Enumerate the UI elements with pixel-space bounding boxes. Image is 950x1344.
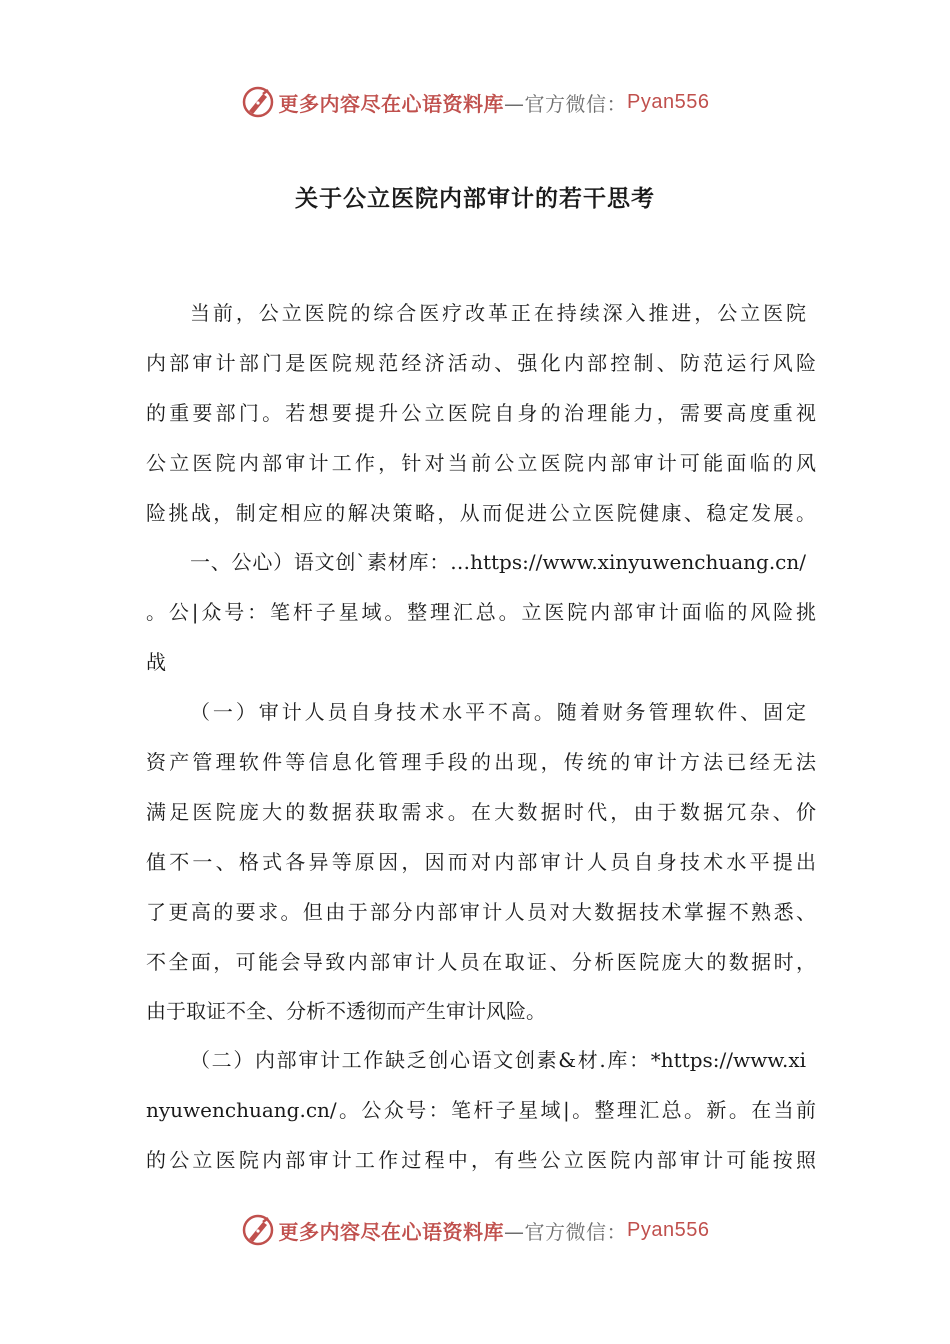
banner-site-name: 更多内容尽在心语资料库 bbox=[278, 91, 505, 116]
body-line: nyuwenchuang.cn/。公众号：笔杆子星域|。整理汇总。新。在当前 bbox=[146, 1098, 816, 1122]
pen-nib-logo-icon bbox=[241, 1213, 275, 1247]
body-line: （二）内部审计工作缺乏创心语文创素&材.库：*https://www.xi bbox=[190, 1048, 806, 1072]
body-line: 当前，公立医院的综合医疗改革正在持续深入推进，公立医院 bbox=[190, 301, 806, 325]
body-line: 资产管理软件等信息化管理手段的出现，传统的审计方法已经无法 bbox=[146, 750, 816, 774]
body-line: 的公立医院内部审计工作过程中，有些公立医院内部审计可能按照 bbox=[146, 1148, 816, 1172]
body-line: 由于取证不全、分析不透彻而产生审计风险。 bbox=[146, 999, 546, 1023]
section-heading-line: 战 bbox=[146, 650, 166, 674]
body-line: 的重要部门。若想要提升公立医院自身的治理能力，需要高度重视 bbox=[146, 401, 816, 425]
banner-site-name: 更多内容尽在心语资料库 bbox=[278, 1219, 505, 1244]
document-title: 关于公立医院内部审计的若干思考 bbox=[295, 186, 655, 212]
body-line: 险挑战，制定相应的解决策略，从而促进公立医院健康、稳定发展。 bbox=[146, 501, 816, 525]
banner-wechat-id: Pyan556 bbox=[627, 90, 710, 113]
header-watermark-banner bbox=[0, 82, 950, 122]
body-line: 了更高的要求。但由于部分内部审计人员对大数据技术掌握不熟悉、 bbox=[146, 900, 816, 924]
footer-watermark-banner bbox=[0, 1210, 950, 1250]
body-line: （一）审计人员自身技术水平不高。随着财务管理软件、固定 bbox=[190, 700, 806, 724]
body-line: 满足医院庞大的数据获取需求。在大数据时代，由于数据冗杂、价 bbox=[146, 800, 816, 824]
section-heading-line: 。公|众号：笔杆子星域。整理汇总。立医院内部审计面临的风险挑 bbox=[146, 600, 816, 624]
body-line: 不全面，可能会导致内部审计人员在取证、分析医院庞大的数据时， bbox=[146, 950, 816, 974]
body-line: 内部审计部门是医院规范经济活动、强化内部控制、防范运行风险 bbox=[146, 351, 816, 375]
section-heading-line: 一、公心）语文创`素材库：…https://www.xinyuwenchuang.cn/ bbox=[190, 550, 806, 574]
banner-wechat-label: —官方微信： bbox=[504, 1219, 628, 1244]
banner-wechat-id: Pyan556 bbox=[627, 1218, 710, 1241]
body-line: 公立医院内部审计工作，针对当前公立医院内部审计可能面临的风 bbox=[146, 451, 816, 475]
banner-wechat-label: —官方微信： bbox=[504, 91, 628, 116]
body-line: 值不一、格式各异等原因，因而对内部审计人员自身技术水平提出 bbox=[146, 850, 816, 874]
pen-nib-logo-icon bbox=[241, 85, 275, 119]
